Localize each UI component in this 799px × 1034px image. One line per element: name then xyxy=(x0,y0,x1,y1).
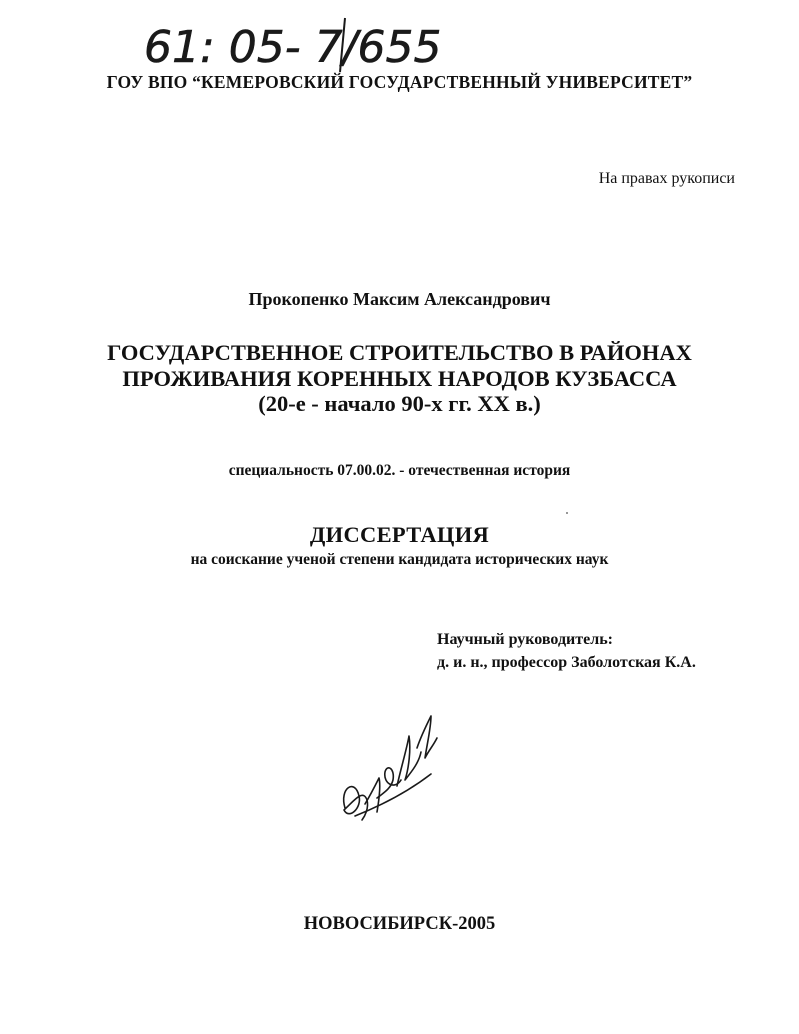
dissertation-title xyxy=(0,340,799,417)
document-type: ДИССЕРТАЦИЯ xyxy=(309,522,490,547)
handwritten-archive-number xyxy=(140,12,500,74)
manuscript-rights-note: На правах рукописи xyxy=(598,170,735,187)
handwritten-archive-number-text: 61: 05- 7/655 xyxy=(144,22,442,73)
title-line-3: (20-е - начало 90-х гг. XX в.) xyxy=(258,391,541,416)
supervisor-block xyxy=(437,628,696,674)
supervisor-label: Научный руководитель: xyxy=(437,631,613,648)
city-and-year: НОВОСИБИРСК-2005 xyxy=(303,914,496,934)
supervisor-name: д. и. н., профессор Заболотская К.А. xyxy=(437,654,696,671)
scan-speck xyxy=(566,512,568,514)
institution-name: ГОУ ВПО “КЕМЕРОВСКИЙ ГОСУДАРСТВЕННЫЙ УНИВЕРСИТЕТ” xyxy=(106,72,693,92)
title-line-2: ПРОЖИВАНИЯ КОРЕННЫХ НАРОДОВ КУЗБАССА xyxy=(122,365,677,391)
author-signature xyxy=(335,708,445,828)
signature-stroke-5 xyxy=(417,716,437,758)
signature-stroke-4 xyxy=(397,736,421,786)
author-name: Прокопенко Максим Александрович xyxy=(248,289,551,309)
title-line-1: ГОСУДАРСТВЕННОЕ СТРОИТЕЛЬСТВО В РАЙОНАХ xyxy=(107,340,692,365)
specialty-line: специальность 07.00.02. - отечественная история xyxy=(228,462,571,479)
degree-line: на соискание ученой степени кандидата исторических наук xyxy=(190,551,609,568)
